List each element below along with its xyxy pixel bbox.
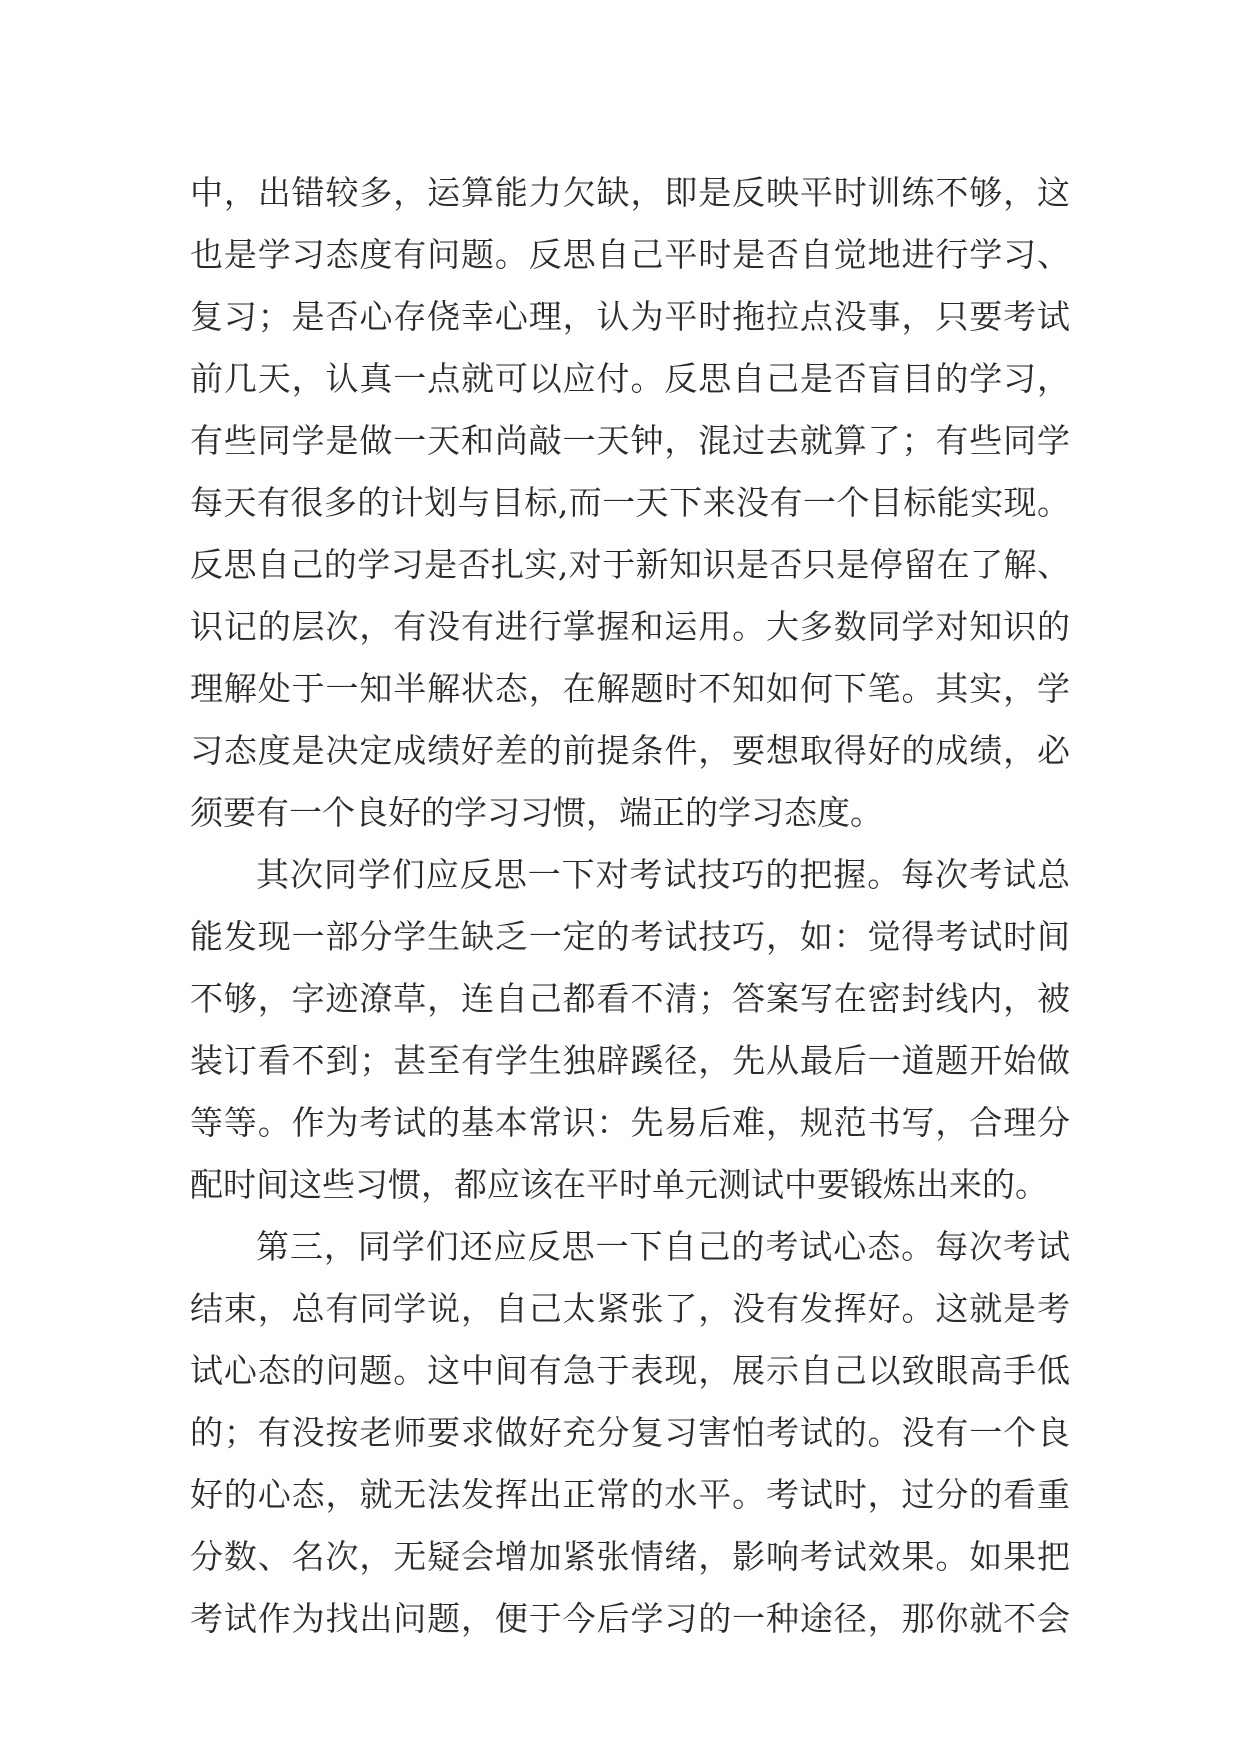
text-line: 配时间这些习惯，都应该在平时单元测试中要锻炼出来的。 (190, 1165, 1048, 1204)
text-line: 装订看不到；甚至有学生独辟蹊径，先从最后一道题开始做 (190, 1041, 1070, 1080)
text-line: 能发现一部分学生缺乏一定的考试技巧，如：觉得考试时间 (190, 917, 1070, 956)
text-line: 前几天，认真一点就可以应付。反思自己是否盲目的学习， (190, 359, 1070, 398)
text-line: 反思自己的学习是否扎实,对于新知识是否只是停留在了解、 (190, 545, 1070, 584)
text-line: 有些同学是做一天和尚敲一天钟，混过去就算了；有些同学 (190, 421, 1070, 460)
text-line: 不够，字迹潦草，连自己都看不清；答案写在密封线内，被 (190, 979, 1070, 1018)
text-line: 须要有一个良好的学习习惯，端正的学习态度。 (190, 793, 883, 832)
text-line: 习态度是决定成绩好差的前提条件，要想取得好的成绩，必 (190, 731, 1070, 770)
text-line: 的；有没按老师要求做好充分复习害怕考试的。没有一个良 (190, 1413, 1070, 1452)
text-line: 第三，同学们还应反思一下自己的考试心态。每次考试 (256, 1227, 1070, 1266)
text-line: 试心态的问题。这中间有急于表现，展示自己以致眼高手低 (190, 1351, 1070, 1390)
text-line: 中，出错较多，运算能力欠缺，即是反映平时训练不够，这 (190, 173, 1070, 212)
text-line: 好的心态，就无法发挥出正常的水平。考试时，过分的看重 (190, 1475, 1070, 1514)
text-line: 复习；是否心存侥幸心理，认为平时拖拉点没事，只要考试 (190, 297, 1070, 336)
text-line: 识记的层次，有没有进行掌握和运用。大多数同学对知识的 (190, 607, 1070, 646)
text-line: 理解处于一知半解状态，在解题时不知如何下笔。其实，学 (190, 669, 1070, 708)
text-line: 结束，总有同学说，自己太紧张了，没有发挥好。这就是考 (190, 1289, 1070, 1328)
text-line: 考试作为找出问题，便于今后学习的一种途径，那你就不会 (190, 1599, 1070, 1638)
text-line: 其次同学们应反思一下对考试技巧的把握。每次考试总 (256, 855, 1070, 894)
text-line: 分数、名次，无疑会增加紧张情绪，影响考试效果。如果把 (190, 1537, 1070, 1576)
body-text (190, 162, 1070, 1650)
text-line: 等等。作为考试的基本常识：先易后难，规范书写，合理分 (190, 1103, 1070, 1142)
text-line: 也是学习态度有问题。反思自己平时是否自觉地进行学习、 (190, 235, 1070, 274)
text-line: 每天有很多的计划与目标,而一天下来没有一个目标能实现。 (190, 483, 1070, 522)
